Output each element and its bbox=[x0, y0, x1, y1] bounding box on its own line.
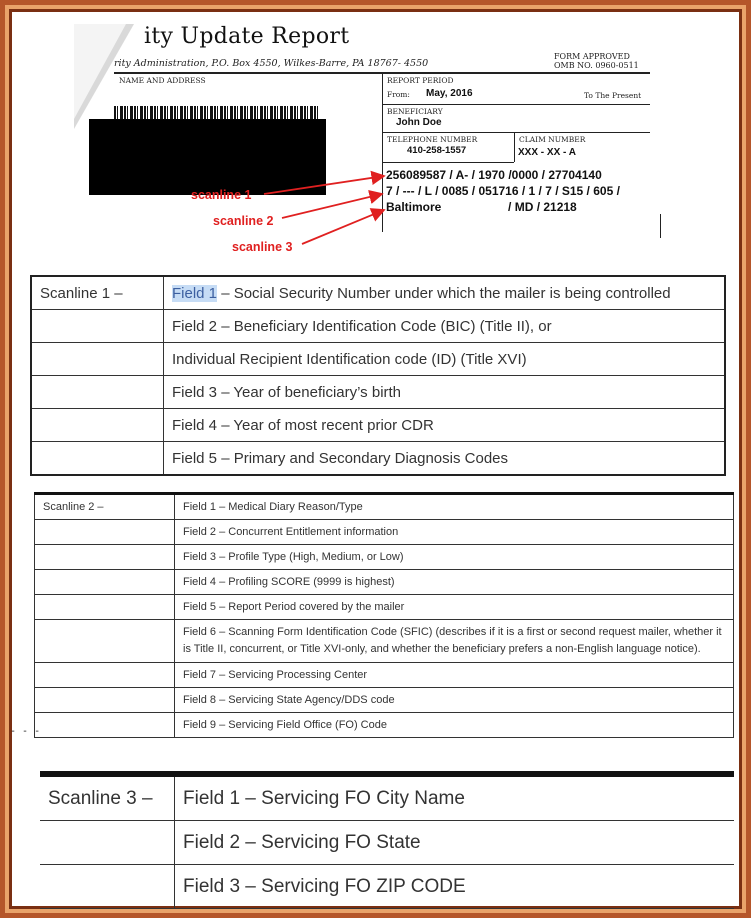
empty-cell bbox=[35, 688, 175, 713]
name-address-label: NAME AND ADDRESS bbox=[119, 76, 206, 85]
empty-cell bbox=[35, 620, 175, 663]
beneficiary-value: John Doe bbox=[396, 117, 442, 128]
claim-value: XXX - XX - A bbox=[518, 147, 576, 158]
empty-cell bbox=[35, 520, 175, 545]
table-cell: Field 4 – Profiling SCORE (9999 is highest) bbox=[175, 570, 734, 595]
scanline-1-annotation: scanline 1 bbox=[191, 188, 252, 202]
table-row bbox=[31, 276, 725, 310]
cell-text: – Social Security Number under which the mailer is being controlled bbox=[217, 284, 671, 302]
scanline-3-table bbox=[40, 771, 734, 909]
telephone-value: 410-258-1557 bbox=[407, 145, 467, 156]
table-cell: Field 2 – Concurrent Entitlement information bbox=[175, 520, 734, 545]
table-cell: Field 1 – Servicing FO City Name bbox=[175, 774, 735, 821]
empty-cell bbox=[35, 595, 175, 620]
claim-label: CLAIM NUMBER bbox=[519, 135, 586, 144]
table-cell: Field 4 – Year of most recent prior CDR bbox=[164, 409, 726, 442]
scanline-2-label: Scanline 2 – bbox=[35, 494, 175, 520]
scanline-2-text: 7 / --- / L / 0085 / 051716 / 1 / 7 / S15 / 605 / bbox=[386, 184, 620, 198]
telephone-label: TELEPHONE NUMBER bbox=[387, 135, 478, 144]
table-row bbox=[40, 865, 734, 909]
table-cell: Individual Recipient Identification code (ID) (Title XVI) bbox=[164, 343, 726, 376]
table-cell: Field 6 – Scanning Form Identification Code (SFIC) (describes if it is a first or second request mailer, whether it is Title II, concurrent, or Title XVI-only, and whether the beneficiary prefers a non-English language notice). bbox=[175, 620, 734, 663]
table-cell bbox=[164, 276, 726, 310]
to-present: To The Present bbox=[584, 91, 642, 100]
selection-highlight[interactable]: Field 1 bbox=[172, 284, 218, 302]
empty-cell bbox=[35, 713, 175, 738]
from-value: May, 2016 bbox=[426, 88, 473, 99]
omb-number: OMB NO. 0960-0511 bbox=[554, 61, 639, 70]
form-title: ity Update Report bbox=[144, 24, 350, 49]
scanline-1-arrow bbox=[264, 176, 384, 194]
from-label: From: bbox=[387, 90, 410, 99]
scanline-3-arrow bbox=[302, 210, 384, 244]
table-row bbox=[35, 545, 734, 570]
scanline-2-arrow bbox=[282, 194, 382, 218]
scanline-1-label: Scanline 1 – bbox=[31, 276, 164, 310]
scanline-3-text: Baltimore / MD / 21218 bbox=[386, 200, 577, 214]
table-row bbox=[40, 774, 734, 821]
table-cell: Field 8 – Servicing State Agency/DDS code bbox=[175, 688, 734, 713]
scanline-2-table bbox=[34, 492, 734, 738]
table-row bbox=[35, 520, 734, 545]
margin-dashes: - - - bbox=[10, 726, 41, 737]
beneficiary-label: BENEFICIARY bbox=[387, 107, 443, 116]
empty-cell bbox=[31, 310, 164, 343]
scanline-2-annotation: scanline 2 bbox=[213, 214, 274, 228]
empty-cell bbox=[40, 865, 175, 909]
empty-cell bbox=[35, 663, 175, 688]
table-row bbox=[35, 570, 734, 595]
table-cell: Field 3 – Profile Type (High, Medium, or Low) bbox=[175, 545, 734, 570]
empty-cell bbox=[40, 821, 175, 865]
table-cell: Field 5 – Primary and Secondary Diagnosis Codes bbox=[164, 442, 726, 476]
empty-cell bbox=[31, 343, 164, 376]
empty-cell bbox=[35, 570, 175, 595]
table-row bbox=[35, 620, 734, 663]
form-address: rity Administration, P.O. Box 4550, Wilkes-Barre, PA 18767- 4550 bbox=[114, 58, 429, 69]
scanline-3-label: Scanline 3 – bbox=[40, 774, 175, 821]
empty-cell bbox=[31, 442, 164, 476]
table-cell: Field 3 – Year of beneficiary’s birth bbox=[164, 376, 726, 409]
empty-cell bbox=[35, 545, 175, 570]
table-row bbox=[31, 376, 725, 409]
table-cell: Field 2 – Beneficiary Identification Code (BIC) (Title II), or bbox=[164, 310, 726, 343]
table-row bbox=[35, 494, 734, 520]
table-cell: Field 7 – Servicing Processing Center bbox=[175, 663, 734, 688]
table-cell: Field 2 – Servicing FO State bbox=[175, 821, 735, 865]
scanline-1-table bbox=[30, 275, 726, 476]
form-approved: FORM APPROVED bbox=[554, 52, 630, 61]
table-row bbox=[31, 310, 725, 343]
table-cell: Field 3 – Servicing FO ZIP CODE bbox=[175, 865, 735, 909]
table-row bbox=[35, 663, 734, 688]
report-period-label: REPORT PERIOD bbox=[387, 76, 454, 85]
table-row bbox=[40, 821, 734, 865]
empty-cell bbox=[31, 409, 164, 442]
table-cell: Field 5 – Report Period covered by the mailer bbox=[175, 595, 734, 620]
table-row bbox=[35, 595, 734, 620]
table-row bbox=[31, 343, 725, 376]
table-cell: Field 9 – Servicing Field Office (FO) Code bbox=[175, 713, 734, 738]
table-row bbox=[35, 713, 734, 738]
table-row bbox=[31, 409, 725, 442]
scanline-1-text: 256089587 / A- / 1970 /0000 / 27704140 bbox=[386, 168, 602, 182]
table-row bbox=[35, 688, 734, 713]
scanline-3-annotation: scanline 3 bbox=[232, 240, 293, 254]
table-cell: Field 1 – Medical Diary Reason/Type bbox=[175, 494, 734, 520]
empty-cell bbox=[31, 376, 164, 409]
table-row bbox=[31, 442, 725, 476]
